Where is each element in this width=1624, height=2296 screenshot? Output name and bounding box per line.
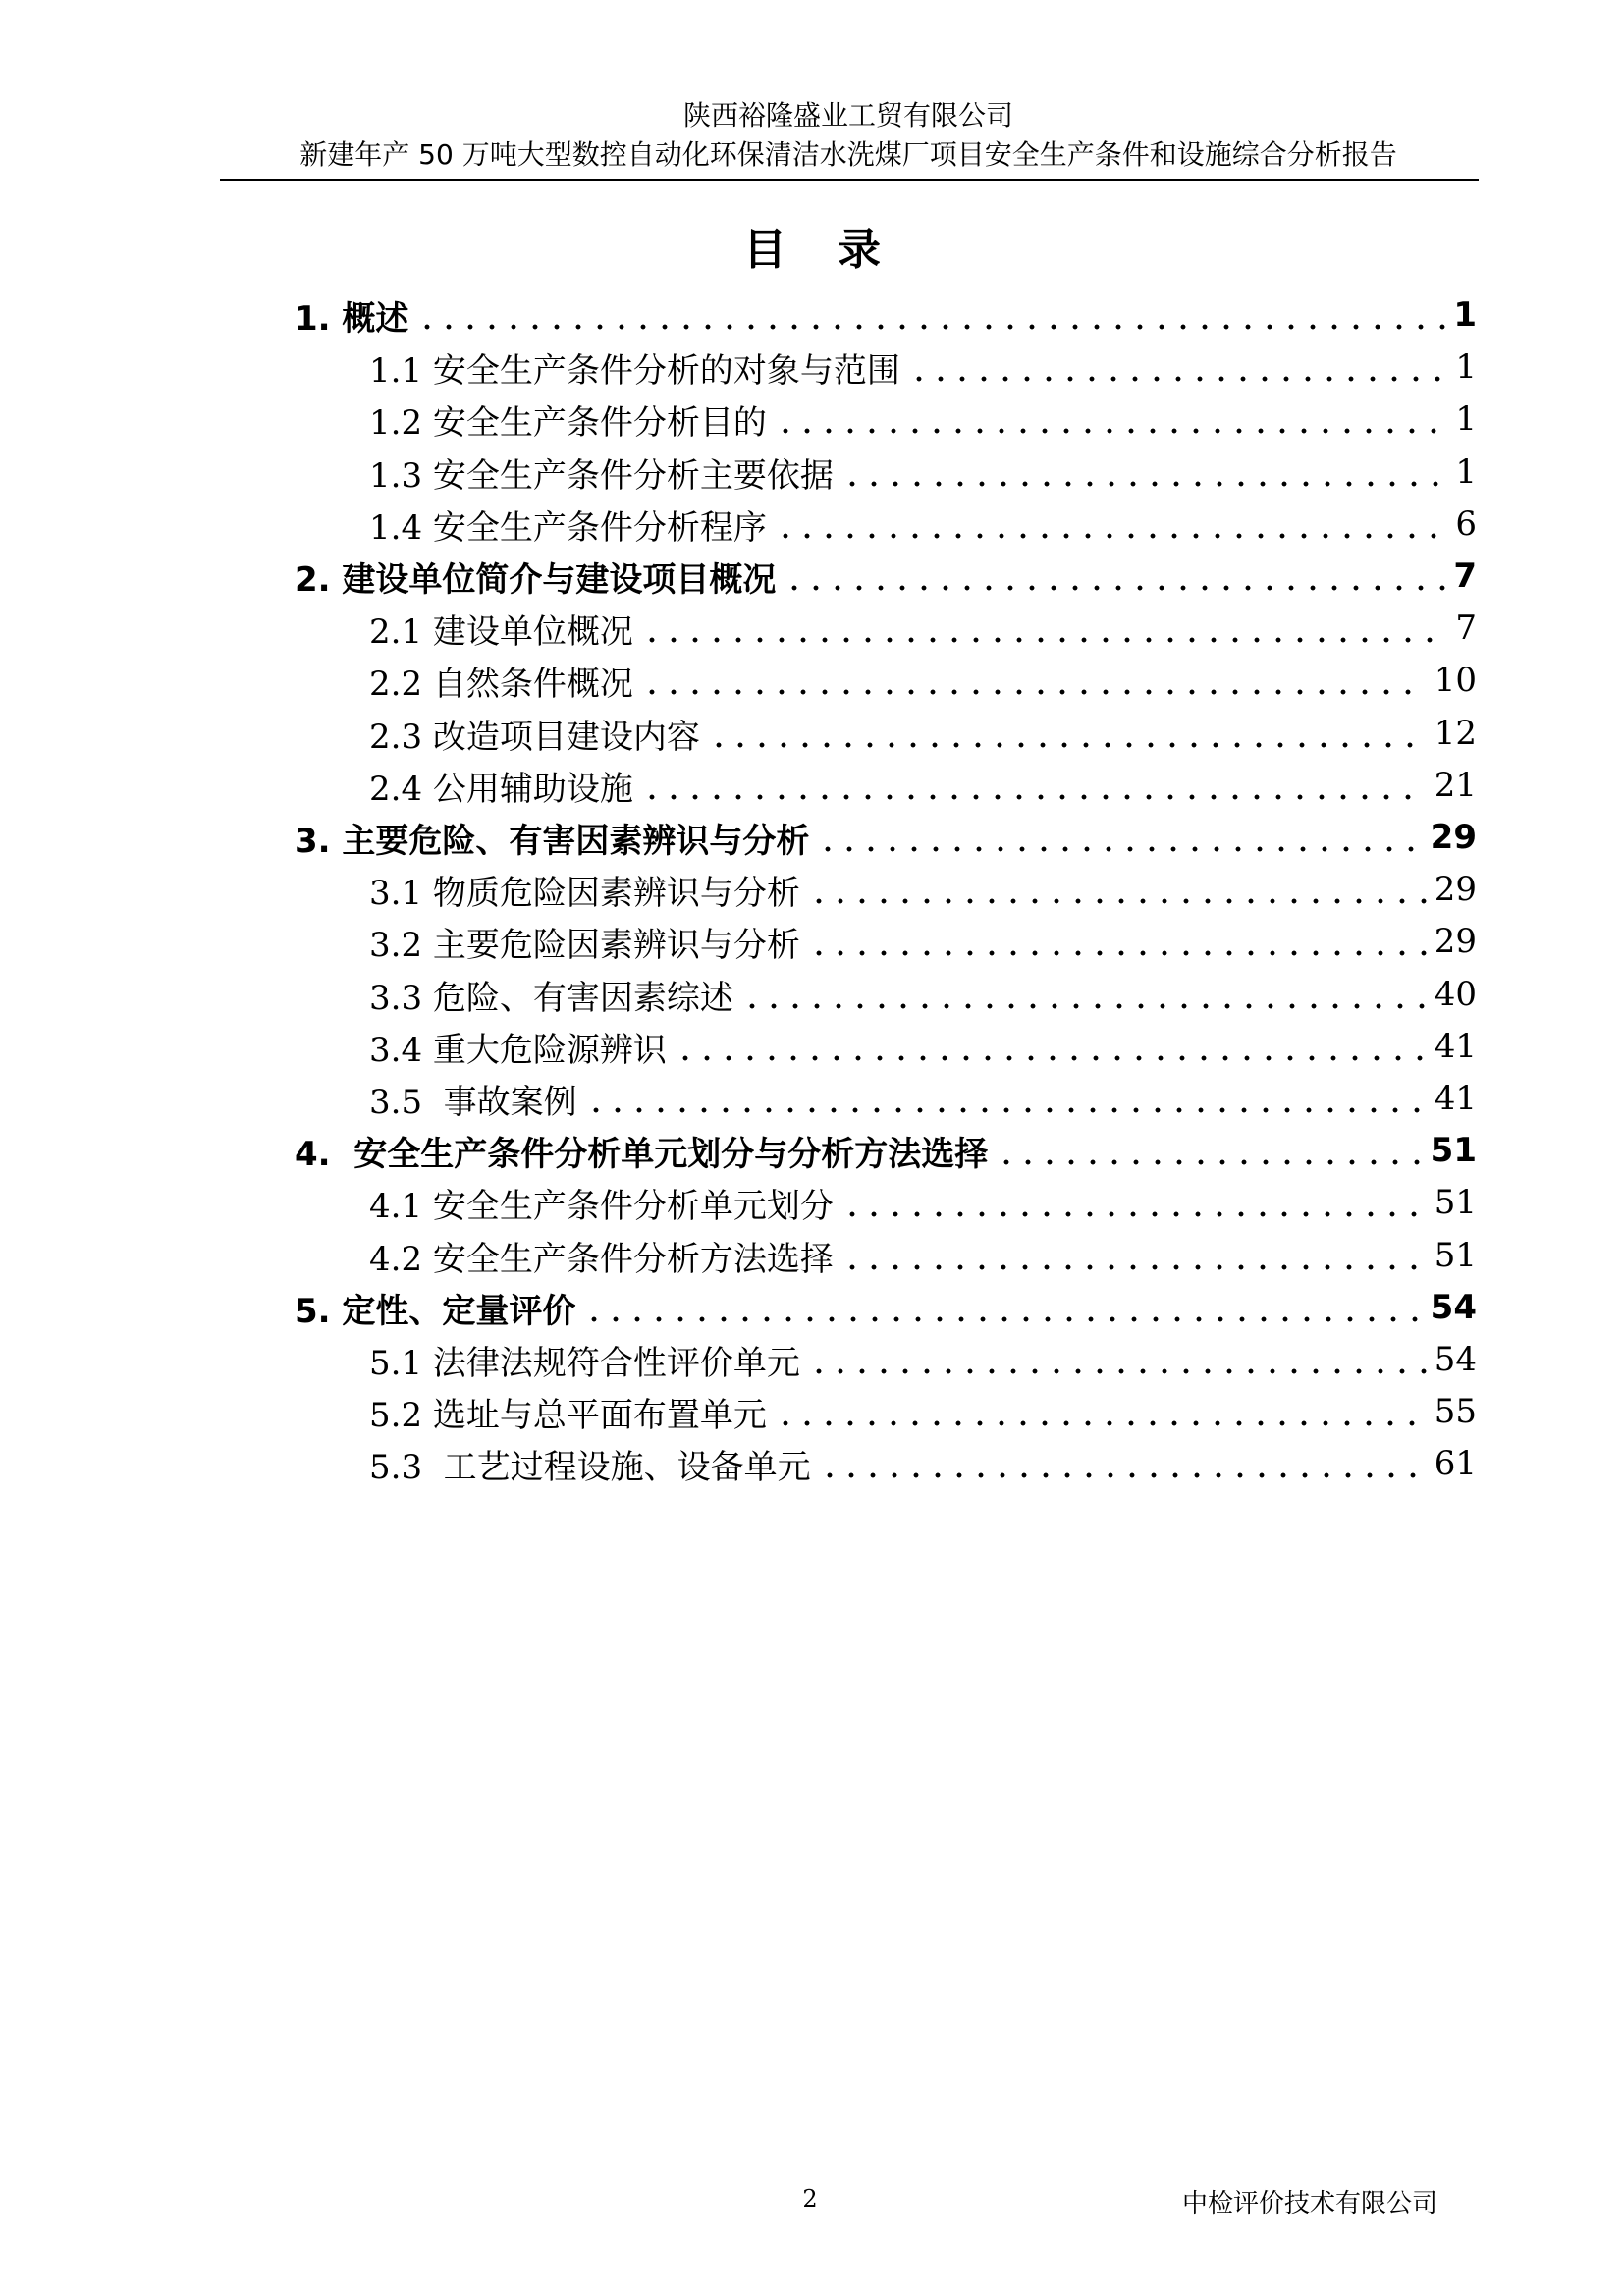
toc-entry-label: 1.1 安全生产条件分析的对象与范围	[369, 350, 900, 391]
toc-dot-leader	[908, 376, 1447, 382]
toc-dot-leader	[641, 689, 1427, 695]
toc-dot-leader	[817, 846, 1422, 852]
toc-entry-label: 3.5 事故案例	[369, 1082, 577, 1122]
toc-section-entry[interactable]	[369, 343, 1477, 392]
toc-section-entry[interactable]	[369, 1074, 1477, 1123]
toc-entry-label: 5. 定性、定量评价	[295, 1291, 576, 1331]
toc-entry-label: 1.2 安全生产条件分析目的	[369, 402, 767, 443]
toc-dot-leader	[583, 1316, 1422, 1322]
toc-entry-page-number: 51	[1434, 1183, 1477, 1222]
toc-section-entry[interactable]	[369, 1439, 1477, 1488]
toc-section-entry[interactable]	[369, 865, 1477, 914]
toc-entry-label: 4.1 安全生产条件分析单元划分	[369, 1186, 834, 1226]
toc-dot-leader	[416, 324, 1445, 330]
toc-entry-page-number: 41	[1434, 1027, 1477, 1066]
toc-entry-label: 2.4 公用辅助设施	[369, 769, 633, 809]
toc-dot-leader	[841, 481, 1447, 487]
toc-dot-leader	[841, 1211, 1427, 1217]
toc-entry-page-number: 12	[1434, 714, 1477, 753]
toc-dot-leader	[775, 428, 1447, 434]
toc-dot-leader	[996, 1159, 1422, 1165]
toc-entry-label: 2.3 改造项目建设内容	[369, 717, 700, 757]
toc-dot-leader	[808, 950, 1427, 956]
toc-section-entry[interactable]	[369, 604, 1477, 653]
toc-entry-label: 3.4 重大危险源辨识	[369, 1030, 667, 1070]
toc-section-entry[interactable]	[369, 761, 1477, 810]
toc-entry-page-number: 41	[1434, 1079, 1477, 1118]
toc-section-entry[interactable]	[369, 656, 1477, 705]
toc-dot-leader	[841, 1264, 1427, 1270]
toc-section-entry[interactable]	[369, 1335, 1477, 1384]
toc-chapter-entry[interactable]	[295, 1283, 1477, 1332]
toc-section-entry[interactable]	[369, 709, 1477, 758]
toc-dot-leader	[585, 1107, 1427, 1113]
toc-entry-label: 2.1 建设单位概况	[369, 612, 633, 652]
toc-section-entry[interactable]	[369, 1178, 1477, 1227]
toc-entry-label: 3.3 危险、有害因素综述	[369, 978, 733, 1018]
toc-entry-page-number: 21	[1434, 766, 1477, 805]
toc-dot-leader	[775, 1420, 1427, 1426]
toc-section-entry[interactable]	[369, 395, 1477, 444]
toc-section-entry[interactable]	[369, 1231, 1477, 1280]
toc-title: 目录	[743, 225, 932, 275]
footer-page-number: 2	[802, 2185, 818, 2213]
running-header	[220, 98, 1477, 175]
toc-section-entry[interactable]	[369, 917, 1477, 966]
toc-entry-page-number: 40	[1434, 975, 1477, 1014]
toc-entry-label: 1.4 安全生产条件分析程序	[369, 507, 767, 548]
toc-dot-leader	[741, 1003, 1427, 1009]
header-company: 陕西裕隆盛业工贸有限公司	[682, 99, 1013, 132]
toc-chapter-entry[interactable]	[295, 813, 1477, 862]
toc-entry-label: 1. 概述	[295, 298, 409, 339]
toc-entry-page-number: 55	[1434, 1392, 1477, 1431]
toc-section-entry[interactable]	[369, 448, 1477, 497]
header-project-title: 新建年产 50 万吨大型数控自动化环保清洁水洗煤厂项目安全生产条件和设施综合分析报告	[299, 138, 1397, 171]
toc-dot-leader	[819, 1472, 1427, 1478]
toc-entry-page-number: 51	[1434, 1236, 1477, 1275]
header-rule	[220, 179, 1479, 181]
toc-dot-leader	[808, 898, 1427, 904]
toc-dot-leader	[775, 533, 1447, 539]
toc-entry-label: 2. 建设单位简介与建设项目概况	[295, 560, 777, 600]
toc-section-entry[interactable]	[369, 970, 1477, 1019]
toc-entry-page-number: 29	[1430, 818, 1477, 857]
toc-entry-page-number: 54	[1434, 1340, 1477, 1379]
toc-entry-label: 3. 主要危险、有害因素辨识与分析	[295, 821, 810, 861]
toc-dot-leader	[708, 742, 1427, 748]
toc-entry-page-number: 1	[1455, 400, 1477, 439]
toc-entry-page-number: 7	[1455, 609, 1477, 648]
toc-entry-page-number: 6	[1455, 505, 1477, 544]
toc-entry-page-number: 1	[1455, 453, 1477, 492]
toc-entry-label: 2.2 自然条件概况	[369, 664, 633, 704]
toc-dot-leader	[784, 585, 1445, 591]
toc-chapter-entry[interactable]	[295, 291, 1477, 340]
toc-entry-label: 5.2 选址与总平面布置单元	[369, 1395, 767, 1435]
toc-entry-page-number: 7	[1453, 557, 1477, 596]
toc-section-entry[interactable]	[369, 500, 1477, 549]
toc-entry-page-number: 29	[1434, 922, 1477, 961]
toc-entry-page-number: 29	[1434, 870, 1477, 909]
toc-entry-label: 5.3 工艺过程设施、设备单元	[369, 1447, 811, 1487]
toc-entry-label: 5.1 法律法规符合性评价单元	[369, 1343, 800, 1383]
toc-section-entry[interactable]	[369, 1387, 1477, 1436]
toc-chapter-entry[interactable]	[295, 1126, 1477, 1175]
toc-entry-label: 4. 安全生产条件分析单元划分与分析方法选择	[295, 1134, 989, 1174]
toc-dot-leader	[641, 637, 1447, 643]
toc-dot-leader	[808, 1368, 1427, 1374]
toc-entry-label: 3.2 主要危险因素辨识与分析	[369, 925, 800, 965]
toc-entry-label: 3.1 物质危险因素辨识与分析	[369, 873, 800, 913]
toc-entry-page-number: 54	[1430, 1288, 1477, 1327]
toc-entry-page-number: 61	[1434, 1444, 1477, 1483]
toc-chapter-entry[interactable]	[295, 552, 1477, 601]
toc-entry-label: 1.3 安全生产条件分析主要依据	[369, 455, 834, 496]
toc-section-entry[interactable]	[369, 1022, 1477, 1071]
toc-dot-leader	[675, 1055, 1427, 1061]
footer-organization: 中检评价技术有限公司	[1181, 2189, 1437, 2218]
toc-entry-page-number: 1	[1453, 295, 1477, 335]
toc-entry-page-number: 10	[1434, 661, 1477, 700]
toc-entry-page-number: 51	[1430, 1131, 1477, 1170]
toc-entry-page-number: 1	[1455, 347, 1477, 387]
toc-entry-label: 4.2 安全生产条件分析方法选择	[369, 1239, 834, 1279]
toc-dot-leader	[641, 794, 1427, 800]
